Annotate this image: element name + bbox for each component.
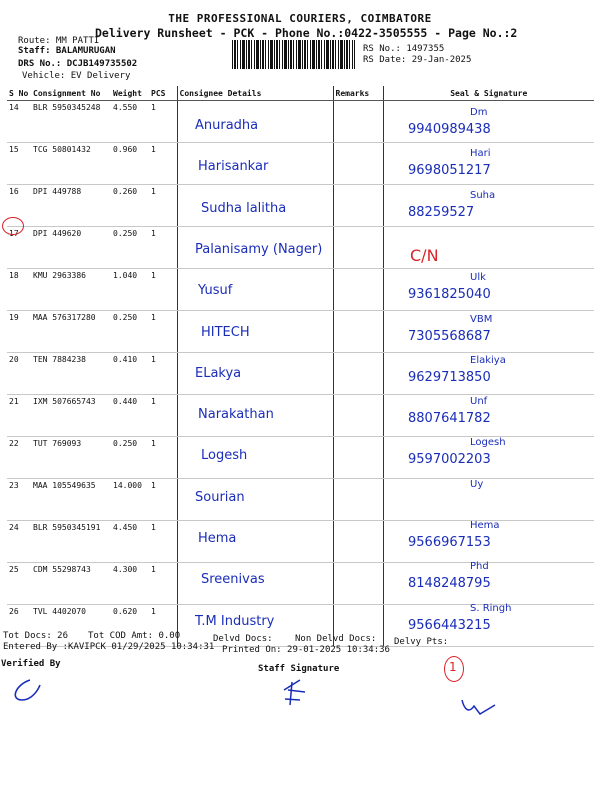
handwritten-consignee: Yusuf (198, 283, 233, 299)
entered-by: Entered By :KAVIPCK 01/29/2025 10:34:31 (3, 642, 215, 652)
cell-sno: 22 (7, 437, 31, 479)
cell-sno: 26 (7, 605, 31, 647)
col-weight: Weight (111, 86, 149, 101)
cell-weight: 14.000 (111, 479, 149, 521)
delivered-docs: Delvd Docs: (213, 634, 273, 644)
rs-number: RS No.: 1497355 (363, 44, 445, 54)
cell-pcs: 1 (149, 521, 177, 563)
cell-sno: 14 (7, 101, 31, 143)
handwritten-signature-name: VBM (470, 313, 493, 325)
total-docs: Tot Docs: 26 (3, 631, 69, 641)
staff-signature-label: Staff Signature (258, 664, 340, 674)
handwritten-signature-name: Dm (470, 107, 488, 118)
handwritten-phone: 8807641782 (408, 411, 491, 427)
handwritten-signature-name: Phd (470, 561, 489, 573)
handwritten-consignee: Hema (198, 531, 237, 546)
cell-pcs: 1 (149, 101, 177, 143)
cell-pcs: 1 (149, 563, 177, 605)
cell-weight: 0.260 (111, 185, 149, 227)
cell-sno: 15 (7, 143, 31, 185)
staff-label: Staff: BALAMURUGAN (18, 46, 116, 56)
handwritten-phone: 9566443215 (408, 617, 491, 633)
handwritten-phone: 9361825040 (408, 287, 491, 303)
cell-sno: 17 (7, 227, 31, 269)
cell-sno: 16 (7, 185, 31, 227)
cell-pcs: 1 (149, 269, 177, 311)
cell-pcs: 1 (149, 311, 177, 353)
handwritten-phone: 9629713850 (408, 369, 491, 385)
handwritten-signature-name: Uy (470, 478, 484, 490)
handwritten-phone: 8148248795 (408, 576, 491, 592)
staff-signature-mark (284, 680, 305, 705)
cell-pcs: 1 (149, 605, 177, 647)
col-consignment: Consignment No (31, 86, 111, 101)
col-remarks: Remarks (333, 86, 383, 101)
col-sno: S No (7, 86, 31, 101)
handwritten-signature-name: Hema (470, 520, 500, 531)
cell-sno: 21 (7, 395, 31, 437)
cell-consignment: MAA 105549635 (31, 479, 111, 521)
cell-consignment: KMU 2963386 (31, 269, 111, 311)
handwritten-signature-name: Ulk (470, 272, 486, 284)
handwritten-phone: 9566967153 (408, 535, 491, 550)
cell-weight: 0.440 (111, 395, 149, 437)
verified-signature (15, 680, 40, 700)
cell-weight: 1.040 (111, 269, 149, 311)
handwritten-consignee: HITECH (201, 324, 250, 340)
cell-consignment: BLR 5950345191 (31, 521, 111, 563)
cell-consignment: TCG 50801432 (31, 143, 111, 185)
handwritten-phone: 9597002203 (408, 452, 491, 468)
handwritten-signature-name: Unf (470, 396, 488, 408)
cell-weight: 0.250 (111, 227, 149, 269)
delivery-signature-mark (462, 700, 495, 714)
cell-weight: 0.960 (111, 143, 149, 185)
handwritten-consignee: Sudha lalitha (201, 200, 287, 216)
cell-weight: 4.450 (111, 521, 149, 563)
cell-sno: 20 (7, 353, 31, 395)
cell-sno: 18 (7, 269, 31, 311)
cell-consignment: MAA 576317280 (31, 311, 111, 353)
cell-consignment: DPI 449788 (31, 185, 111, 227)
handwritten-consignee: Narakathan (198, 407, 274, 423)
cell-sno: 23 (7, 479, 31, 521)
cell-consignment: TUT 769093 (31, 437, 111, 479)
verified-by-label: Verified By (1, 659, 61, 669)
cell-weight: 0.250 (111, 437, 149, 479)
cell-sno: 25 (7, 563, 31, 605)
handwritten-consignee: Sourian (195, 489, 245, 505)
cell-consignment: TEN 7884238 (31, 353, 111, 395)
cell-consignment: IXM 507665743 (31, 395, 111, 437)
cell-sno: 19 (7, 311, 31, 353)
handwritten-consignee: ELakya (195, 365, 242, 381)
delivery-points: Delvy Pts: (394, 637, 449, 647)
handwritten-phone: 88259527 (408, 204, 475, 220)
cell-pcs: 1 (149, 227, 177, 269)
handwritten-consignee: T.M Industry (195, 613, 275, 629)
vehicle-label: Vehicle: EV Delivery (22, 71, 131, 81)
handwritten-signature-name: Suha (470, 189, 496, 201)
handwritten-phone: 7305568687 (408, 328, 491, 344)
total-cod: Tot COD Amt: 0.00 (88, 631, 181, 641)
handwritten-signature-name: Logesh (470, 437, 506, 449)
page-title: THE PROFESSIONAL COURIERS, COIMBATORE (168, 12, 432, 25)
col-signature: Seal & Signature (383, 86, 594, 101)
cell-pcs: 1 (149, 185, 177, 227)
handwritten-signature-name: S. Ringh (470, 602, 512, 614)
cell-consignment: CDM 55298743 (31, 563, 111, 605)
marked-count: 1 (449, 660, 457, 674)
cell-consignment: TVL 4402070 (31, 605, 111, 647)
cell-weight: 0.410 (111, 353, 149, 395)
handwritten-phone: 9940989438 (408, 122, 491, 137)
cell-weight: 4.300 (111, 563, 149, 605)
handwritten-consignee: Harisankar (198, 159, 269, 175)
runsheet-subtitle: Delivery Runsheet - PCK - Phone No.:0422-3505555 - Page No.:2 (95, 26, 518, 40)
cell-pcs: 1 (149, 143, 177, 185)
handwritten-phone: 9698051217 (408, 163, 491, 179)
cell-pcs: 1 (149, 479, 177, 521)
handwritten-signature-name: Elakiya (470, 354, 506, 366)
cell-weight: 0.620 (111, 605, 149, 647)
handwritten-consignee: Logesh (201, 448, 248, 464)
cell-pcs: 1 (149, 353, 177, 395)
cell-consignment: BLR 5950345248 (31, 101, 111, 143)
route-label: Route: MM PATTI (18, 36, 100, 46)
cell-weight: 4.550 (111, 101, 149, 143)
handwritten-consignee: Palanisamy (Nager) (195, 241, 323, 257)
printed-on: Printed On: 29-01-2025 10:34:36 (222, 645, 390, 655)
col-consignee: Consignee Details (177, 86, 333, 101)
non-delivered-docs: Non Delvd Docs: (295, 634, 377, 644)
cn-remark: C/N (410, 245, 439, 265)
drs-number: DRS No.: DCJB149735502 (18, 59, 138, 69)
col-pcs: PCS (149, 86, 177, 101)
cell-pcs: 1 (149, 437, 177, 479)
handwritten-consignee: Anuradha (195, 118, 259, 133)
cell-weight: 0.250 (111, 311, 149, 353)
handwritten-signature-name: Hari (470, 148, 491, 160)
rs-date: RS Date: 29-Jan-2025 (363, 55, 472, 65)
cell-sno: 24 (7, 521, 31, 563)
cell-consignment: DPI 449620 (31, 227, 111, 269)
cell-pcs: 1 (149, 395, 177, 437)
handwritten-consignee: Sreenivas (201, 572, 265, 588)
